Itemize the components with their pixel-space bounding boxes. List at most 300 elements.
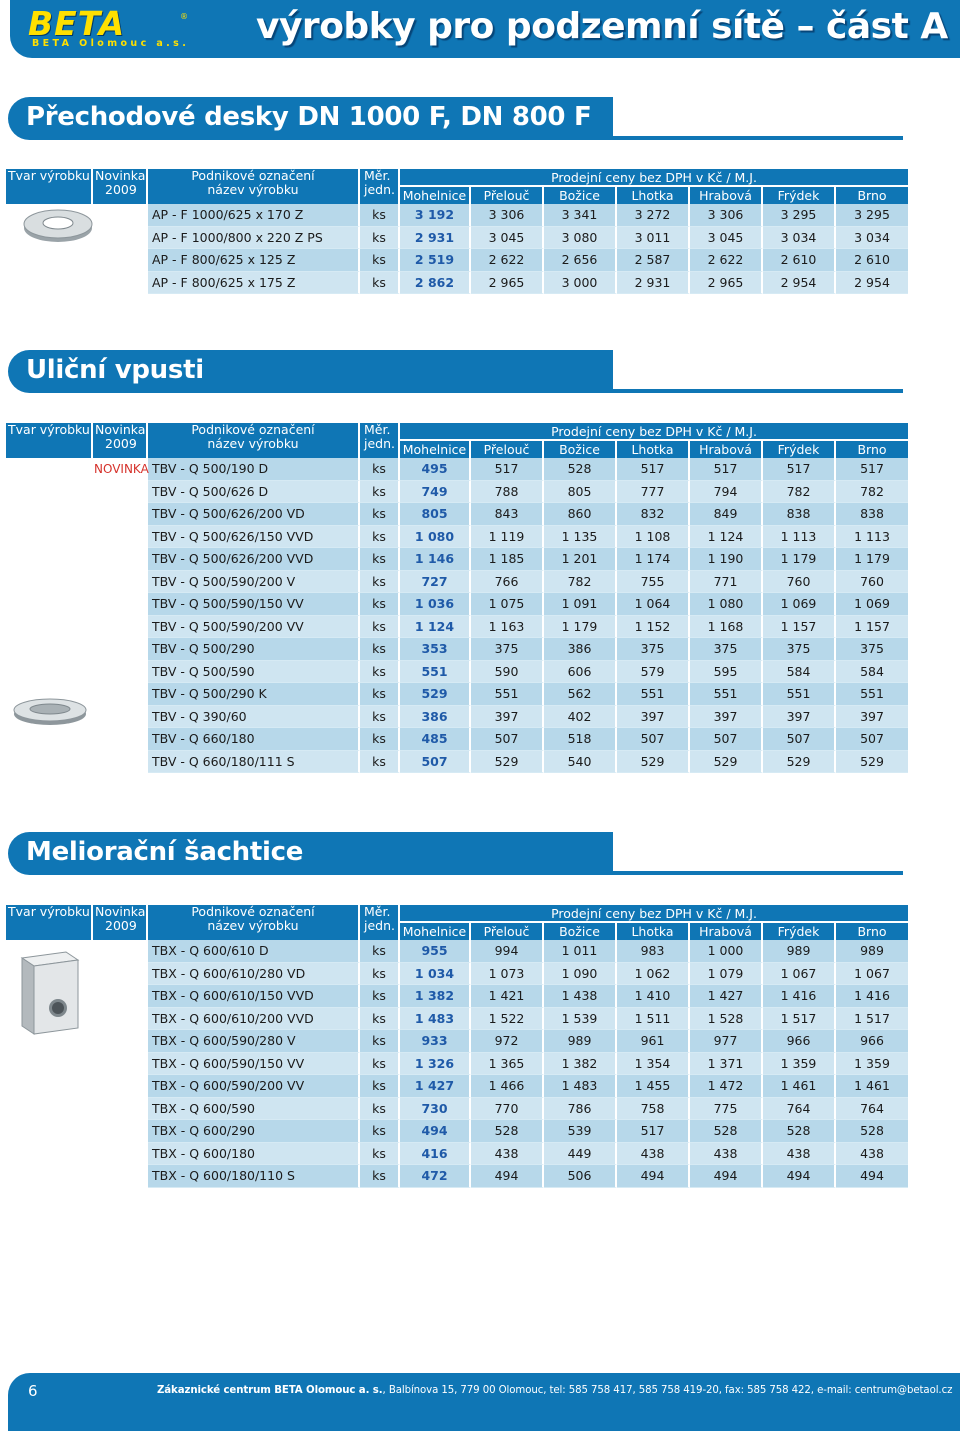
price-cell: 1 438 <box>544 985 617 1008</box>
footer-company: Zákaznické centrum BETA Olomouc a. s. <box>157 1385 383 1396</box>
product-unit: ks <box>360 1120 400 1143</box>
product-unit: ks <box>360 548 400 571</box>
table-row <box>6 526 908 549</box>
price-cell: 3 295 <box>763 204 836 227</box>
price-cell: 1 190 <box>690 548 763 571</box>
price-cell: 1 163 <box>471 616 544 639</box>
header-unit-bottom: jedn. <box>364 182 395 197</box>
product-name: AP - F 1000/625 x 170 Z <box>148 204 360 227</box>
product-unit: ks <box>360 249 400 272</box>
footer-contact <box>157 1385 952 1396</box>
price-cell: 494 <box>763 1165 836 1188</box>
table-row <box>6 683 908 706</box>
price-cell: 529 <box>690 751 763 774</box>
novinka-badge <box>93 1075 148 1098</box>
header-city: Brno <box>836 185 908 204</box>
product-unit: ks <box>360 985 400 1008</box>
product-image-cell <box>6 204 93 294</box>
price-mohelnice: 386 <box>400 706 471 729</box>
header-city: Lhotka <box>617 185 690 204</box>
table-row <box>6 706 908 729</box>
novinka-badge <box>93 728 148 751</box>
price-mohelnice: 727 <box>400 571 471 594</box>
price-cell: 782 <box>836 481 908 504</box>
header-unit <box>360 905 400 940</box>
header-designation-label: Podnikové označení <box>191 422 315 437</box>
product-name: TBV - Q 500/590/200 V <box>148 571 360 594</box>
price-cell: 529 <box>471 751 544 774</box>
product-name: AP - F 800/625 x 125 Z <box>148 249 360 272</box>
price-mohelnice: 472 <box>400 1165 471 1188</box>
price-cell: 1 179 <box>836 548 908 571</box>
novinka-badge <box>93 593 148 616</box>
price-cell: 838 <box>763 503 836 526</box>
table-row <box>6 616 908 639</box>
price-cell: 2 622 <box>471 249 544 272</box>
price-cell: 782 <box>763 481 836 504</box>
table-row <box>6 638 908 661</box>
price-cell: 1 069 <box>763 593 836 616</box>
product-image-cell <box>6 940 93 1188</box>
product-name: TBV - Q 660/180/111 S <box>148 751 360 774</box>
price-cell: 758 <box>617 1098 690 1121</box>
header-city: Frýdek <box>763 185 836 204</box>
header-unit-top: Měr. <box>364 168 391 183</box>
price-mohelnice: 2 519 <box>400 249 471 272</box>
price-cell: 529 <box>617 751 690 774</box>
price-cell: 766 <box>471 571 544 594</box>
header-unit-top: Měr. <box>364 904 391 919</box>
header-city: Mohelnice <box>400 921 471 940</box>
header-city: Přelouč <box>471 921 544 940</box>
price-cell: 1 461 <box>763 1075 836 1098</box>
price-mohelnice: 2 862 <box>400 272 471 295</box>
novinka-badge <box>93 571 148 594</box>
price-cell: 1 011 <box>544 940 617 963</box>
price-cell: 1 179 <box>763 548 836 571</box>
price-cell: 397 <box>836 706 908 729</box>
price-cell: 3 272 <box>617 204 690 227</box>
product-unit: ks <box>360 616 400 639</box>
price-cell: 860 <box>544 503 617 526</box>
price-mohelnice: 1 080 <box>400 526 471 549</box>
price-cell: 2 587 <box>617 249 690 272</box>
header-novinka <box>93 169 148 204</box>
header-city: Frýdek <box>763 921 836 940</box>
product-unit: ks <box>360 683 400 706</box>
price-cell: 494 <box>617 1165 690 1188</box>
novinka-badge <box>93 1053 148 1076</box>
header-price-caption: Prodejní ceny bez DPH v Kč / M.J. <box>400 905 908 921</box>
price-cell: 989 <box>544 1030 617 1053</box>
price-cell: 1 080 <box>690 593 763 616</box>
table-row <box>6 593 908 616</box>
header-city: Frýdek <box>763 439 836 458</box>
price-mohelnice: 933 <box>400 1030 471 1053</box>
price-mohelnice: 2 931 <box>400 227 471 250</box>
price-cell: 1 157 <box>763 616 836 639</box>
price-cell: 1 483 <box>544 1075 617 1098</box>
transition-plate-image <box>14 206 106 246</box>
product-name: AP - F 1000/800 x 220 Z PS <box>148 227 360 250</box>
product-name: TBV - Q 500/590 <box>148 661 360 684</box>
table-row <box>6 458 908 481</box>
table-row <box>6 571 908 594</box>
table-row <box>6 1053 908 1076</box>
price-cell: 843 <box>471 503 544 526</box>
novinka-badge <box>93 963 148 986</box>
product-unit: ks <box>360 1075 400 1098</box>
price-cell: 1 511 <box>617 1008 690 1031</box>
price-cell: 551 <box>763 683 836 706</box>
product-image <box>14 946 84 1039</box>
product-name: TBX - Q 600/590 <box>148 1098 360 1121</box>
header-designation <box>148 169 360 204</box>
price-cell: 562 <box>544 683 617 706</box>
price-cell: 994 <box>471 940 544 963</box>
price-cell: 1 517 <box>763 1008 836 1031</box>
header-price-caption: Prodejní ceny bez DPH v Kč / M.J. <box>400 423 908 439</box>
product-unit: ks <box>360 1143 400 1166</box>
price-cell: 2 610 <box>763 249 836 272</box>
header-unit <box>360 423 400 458</box>
table-row <box>6 661 908 684</box>
price-cell: 760 <box>763 571 836 594</box>
price-cell: 2 954 <box>763 272 836 295</box>
product-unit: ks <box>360 638 400 661</box>
header-designation-label: Podnikové označení <box>191 168 315 183</box>
price-cell: 989 <box>836 940 908 963</box>
header-city: Přelouč <box>471 439 544 458</box>
header-city: Brno <box>836 921 908 940</box>
table-row <box>6 481 908 504</box>
price-cell: 449 <box>544 1143 617 1166</box>
price-cell: 794 <box>690 481 763 504</box>
price-cell: 584 <box>836 661 908 684</box>
price-mohelnice: 1 483 <box>400 1008 471 1031</box>
price-cell: 961 <box>617 1030 690 1053</box>
novinka-badge <box>93 661 148 684</box>
product-unit: ks <box>360 706 400 729</box>
product-name: TBV - Q 500/626/200 VVD <box>148 548 360 571</box>
price-mohelnice: 353 <box>400 638 471 661</box>
price-cell: 2 610 <box>836 249 908 272</box>
price-cell: 1 000 <box>690 940 763 963</box>
novinka-badge: NOVINKA <box>93 458 148 481</box>
table-row <box>6 227 908 250</box>
product-name: AP - F 800/625 x 175 Z <box>148 272 360 295</box>
header-unit-top: Měr. <box>364 422 391 437</box>
table-row <box>6 751 908 774</box>
novinka-badge <box>93 683 148 706</box>
product-unit: ks <box>360 728 400 751</box>
price-cell: 1 427 <box>690 985 763 1008</box>
novinka-badge <box>93 526 148 549</box>
registered-mark-icon: ® <box>180 12 188 21</box>
header-city: Mohelnice <box>400 439 471 458</box>
section-title-bar <box>8 832 613 875</box>
novinka-badge <box>93 1030 148 1053</box>
novinka-badge <box>93 706 148 729</box>
product-unit: ks <box>360 1098 400 1121</box>
product-unit: ks <box>360 963 400 986</box>
product-unit: ks <box>360 1053 400 1076</box>
header-year: 2009 <box>105 918 137 933</box>
price-cell: 438 <box>836 1143 908 1166</box>
price-cell: 1 472 <box>690 1075 763 1098</box>
header-city: Božice <box>544 439 617 458</box>
price-cell: 849 <box>690 503 763 526</box>
footer-address: , Balbínova 15, 779 00 Olomouc, tel: 585 758 417, 585 758 419-20, fax: 585 758 422, e-mail: centrum@betaol.cz <box>382 1385 953 1396</box>
price-cell: 1 062 <box>617 963 690 986</box>
price-cell: 966 <box>763 1030 836 1053</box>
product-unit: ks <box>360 204 400 227</box>
product-image <box>14 206 106 249</box>
header-novinka-label: Novinka <box>95 904 146 919</box>
section-divider <box>612 871 903 875</box>
product-name: TBV - Q 500/290 K <box>148 683 360 706</box>
page-title: výrobky pro podzemní sítě – část A <box>256 6 948 47</box>
price-cell: 760 <box>836 571 908 594</box>
price-cell: 2 931 <box>617 272 690 295</box>
price-mohelnice: 730 <box>400 1098 471 1121</box>
price-cell: 438 <box>617 1143 690 1166</box>
novinka-badge <box>93 1008 148 1031</box>
product-unit: ks <box>360 661 400 684</box>
header-novinka-label: Novinka <box>95 168 146 183</box>
price-cell: 3 045 <box>471 227 544 250</box>
header-unit <box>360 169 400 204</box>
price-cell: 786 <box>544 1098 617 1121</box>
header-city: Mohelnice <box>400 185 471 204</box>
price-cell: 838 <box>836 503 908 526</box>
header-novinka-label: Novinka <box>95 422 146 437</box>
price-cell: 1 067 <box>763 963 836 986</box>
price-cell: 1 365 <box>471 1053 544 1076</box>
price-mohelnice: 485 <box>400 728 471 751</box>
table-row <box>6 1008 908 1031</box>
novinka-badge <box>93 940 148 963</box>
price-cell: 507 <box>763 728 836 751</box>
table-row <box>6 1120 908 1143</box>
header-city: Hrabová <box>690 185 763 204</box>
price-cell: 1 067 <box>836 963 908 986</box>
price-cell: 1 168 <box>690 616 763 639</box>
table-row <box>6 1165 908 1188</box>
section-title-bar <box>8 350 613 393</box>
header-city: Hrabová <box>690 439 763 458</box>
novinka-badge <box>93 1165 148 1188</box>
header-unit-bottom: jedn. <box>364 436 395 451</box>
page-number: 6 <box>28 1382 38 1400</box>
table-row <box>6 963 908 986</box>
price-cell: 386 <box>544 638 617 661</box>
table-row <box>6 728 908 751</box>
table-row <box>6 985 908 1008</box>
price-cell: 1 416 <box>763 985 836 1008</box>
price-cell: 402 <box>544 706 617 729</box>
novinka-badge <box>93 638 148 661</box>
product-name: TBV - Q 500/626/150 VVD <box>148 526 360 549</box>
price-cell: 2 965 <box>471 272 544 295</box>
product-name: TBX - Q 600/180 <box>148 1143 360 1166</box>
section-divider <box>612 389 903 393</box>
price-cell: 1 064 <box>617 593 690 616</box>
price-mohelnice: 1 427 <box>400 1075 471 1098</box>
product-unit: ks <box>360 503 400 526</box>
price-cell: 983 <box>617 940 690 963</box>
price-cell: 529 <box>763 751 836 774</box>
product-name: TBX - Q 600/180/110 S <box>148 1165 360 1188</box>
price-cell: 3 341 <box>544 204 617 227</box>
price-cell: 397 <box>690 706 763 729</box>
header-city: Brno <box>836 439 908 458</box>
product-name: TBX - Q 600/590/150 VV <box>148 1053 360 1076</box>
price-cell: 438 <box>471 1143 544 1166</box>
price-cell: 1 108 <box>617 526 690 549</box>
logo-subtitle: BETA Olomouc a.s. <box>32 38 190 49</box>
price-cell: 507 <box>690 728 763 751</box>
price-cell: 3 034 <box>836 227 908 250</box>
price-cell: 805 <box>544 481 617 504</box>
price-cell: 507 <box>471 728 544 751</box>
product-unit: ks <box>360 1008 400 1031</box>
novinka-badge <box>93 1143 148 1166</box>
section-title: Přechodové desky DN 1000 F, DN 800 F <box>26 102 592 132</box>
price-cell: 1 113 <box>763 526 836 549</box>
price-cell: 966 <box>836 1030 908 1053</box>
header-year: 2009 <box>105 436 137 451</box>
section-title: Meliorační šachtice <box>26 837 304 867</box>
product-name: TBV - Q 500/290 <box>148 638 360 661</box>
price-cell: 3 306 <box>690 204 763 227</box>
price-cell: 1 455 <box>617 1075 690 1098</box>
price-cell: 775 <box>690 1098 763 1121</box>
price-cell: 1 135 <box>544 526 617 549</box>
price-cell: 528 <box>763 1120 836 1143</box>
product-unit: ks <box>360 227 400 250</box>
price-mohelnice: 551 <box>400 661 471 684</box>
price-cell: 1 113 <box>836 526 908 549</box>
price-cell: 771 <box>690 571 763 594</box>
header-designation <box>148 905 360 940</box>
beta-logo <box>28 4 190 50</box>
price-cell: 2 965 <box>690 272 763 295</box>
price-mohelnice: 749 <box>400 481 471 504</box>
price-cell: 438 <box>690 1143 763 1166</box>
price-cell: 764 <box>763 1098 836 1121</box>
product-name: TBX - Q 600/610/200 VVD <box>148 1008 360 1031</box>
price-cell: 2 622 <box>690 249 763 272</box>
price-cell: 517 <box>617 458 690 481</box>
price-mohelnice: 1 034 <box>400 963 471 986</box>
section-title-bar <box>8 97 613 140</box>
price-cell: 1 461 <box>836 1075 908 1098</box>
price-cell: 972 <box>471 1030 544 1053</box>
price-mohelnice: 507 <box>400 751 471 774</box>
price-cell: 770 <box>471 1098 544 1121</box>
header-novinka <box>93 905 148 940</box>
price-cell: 3 045 <box>690 227 763 250</box>
price-cell: 507 <box>836 728 908 751</box>
price-cell: 755 <box>617 571 690 594</box>
table-row <box>6 503 908 526</box>
novinka-badge <box>93 481 148 504</box>
product-name: TBX - Q 600/610/150 VVD <box>148 985 360 1008</box>
price-cell: 3 295 <box>836 204 908 227</box>
price-table-street-inlets <box>6 423 908 773</box>
price-cell: 375 <box>617 638 690 661</box>
price-cell: 606 <box>544 661 617 684</box>
price-cell: 989 <box>763 940 836 963</box>
price-mohelnice: 1 124 <box>400 616 471 639</box>
product-name: TBX - Q 600/610 D <box>148 940 360 963</box>
price-cell: 494 <box>471 1165 544 1188</box>
product-name: TBX - Q 600/610/280 VD <box>148 963 360 986</box>
product-name: TBV - Q 500/590/150 VV <box>148 593 360 616</box>
price-cell: 1 091 <box>544 593 617 616</box>
price-cell: 977 <box>690 1030 763 1053</box>
price-cell: 517 <box>763 458 836 481</box>
price-cell: 764 <box>836 1098 908 1121</box>
price-cell: 517 <box>690 458 763 481</box>
price-cell: 3 034 <box>763 227 836 250</box>
header-shape: Tvar výrobku <box>6 905 93 940</box>
price-cell: 1 466 <box>471 1075 544 1098</box>
product-unit: ks <box>360 526 400 549</box>
price-cell: 1 119 <box>471 526 544 549</box>
price-cell: 494 <box>690 1165 763 1188</box>
price-cell: 1 416 <box>836 985 908 1008</box>
price-cell: 3 080 <box>544 227 617 250</box>
price-cell: 1 090 <box>544 963 617 986</box>
drainage-shaft-image <box>14 946 84 1036</box>
product-name: TBV - Q 390/60 <box>148 706 360 729</box>
price-cell: 539 <box>544 1120 617 1143</box>
header-product-name: název výrobku <box>207 436 299 451</box>
novinka-badge <box>93 616 148 639</box>
table-row <box>6 1098 908 1121</box>
price-cell: 584 <box>763 661 836 684</box>
product-unit: ks <box>360 571 400 594</box>
header-designation-label: Podnikové označení <box>191 904 315 919</box>
price-cell: 551 <box>690 683 763 706</box>
price-cell: 788 <box>471 481 544 504</box>
product-name: TBV - Q 500/626/200 VD <box>148 503 360 526</box>
price-cell: 397 <box>763 706 836 729</box>
price-cell: 1 359 <box>763 1053 836 1076</box>
header-designation <box>148 423 360 458</box>
page-header <box>10 0 960 58</box>
header-unit-bottom: jedn. <box>364 918 395 933</box>
novinka-badge <box>93 751 148 774</box>
price-cell: 517 <box>617 1120 690 1143</box>
product-name: TBV - Q 660/180 <box>148 728 360 751</box>
price-cell: 1 354 <box>617 1053 690 1076</box>
product-name: TBV - Q 500/590/200 VV <box>148 616 360 639</box>
price-cell: 2 656 <box>544 249 617 272</box>
price-cell: 3 011 <box>617 227 690 250</box>
header-city: Božice <box>544 185 617 204</box>
price-cell: 1 371 <box>690 1053 763 1076</box>
section-divider <box>612 136 903 140</box>
header-price-caption: Prodejní ceny bez DPH v Kč / M.J. <box>400 169 908 185</box>
product-image <box>4 694 96 731</box>
price-cell: 1 075 <box>471 593 544 616</box>
price-cell: 397 <box>617 706 690 729</box>
table-row <box>6 204 908 227</box>
product-unit: ks <box>360 593 400 616</box>
